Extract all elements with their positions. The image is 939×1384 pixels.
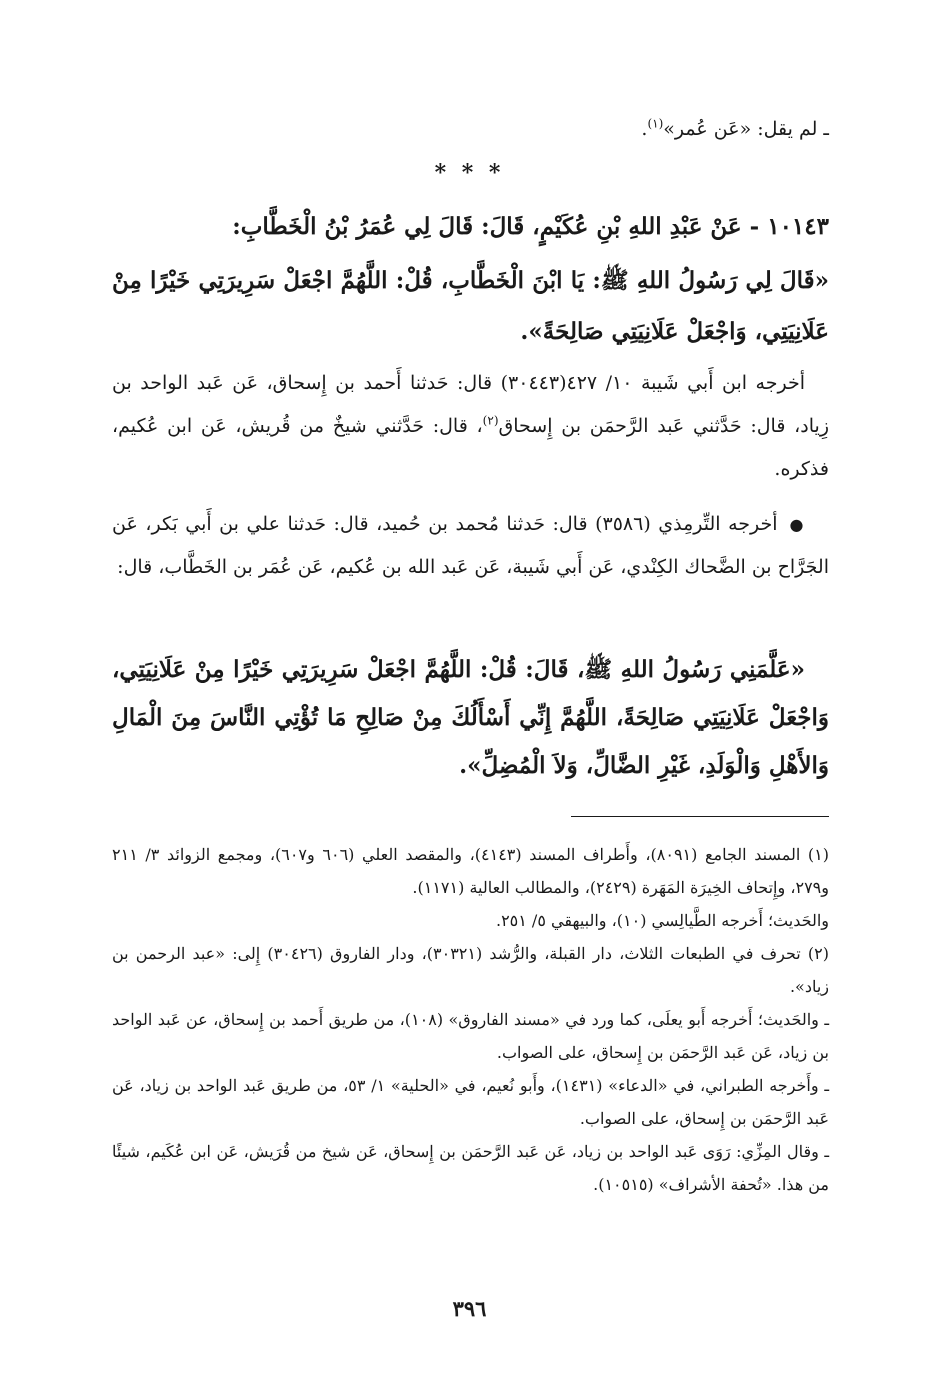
footnote-2-note-1: ـ والحَديث؛ أَخرجه أَبو يعلَى، كما ورد في «مسند الفاروق» (١٠٨)، من طريق أَحمد بن إِسحاق، عن عَبد الواحد بن زياد، عَن عَبد الرَّحمَن بن إِسحاق، على الصواب. [112,1010,830,1062]
takhrij-paragraph-2 [112,503,829,588]
hadith-number-heading: ١٠١٤٣ - عَنْ عَبْدِ اللهِ بْنِ عُكَيْمٍ، قَالَ: قَالَ لِي عُمَرُ بْنُ الْخَطَّابِ: [232,213,829,240]
page-number: ٣٩٦ [452,1296,487,1321]
section-separator-stars: * * * [434,160,505,186]
hadith-text-2: «عَلَّمَنِي رَسُولُ اللهِ ﷺ، قَالَ: قُلْ: اللَّهُمَّ اجْعَلْ سَرِيرَتِي خَيْرًا مِنْ عَلَانِيَتِي، وَاجْعَلْ عَلَانِيَتِي صَالِحَةً، اللَّهُمَّ إِنِّي أَسْأَلُكَ مِنْ صَالِحِ مَا تُؤْتِي النَّاسَ مِنَ الْمَالِ وَالأَهْلِ وَالْوَلَدِ، غَيْرِ الضَّالِّ، وَلاَ الْمُضِلِّ». [112,656,829,779]
footnote-1-cont: والحَديث؛ أَخرجه الطَّيالِسي (١٠)، والبيهقي ٥/ ٢٥١. [495,911,829,930]
footnote-2: (٢) تحرف في الطبعات الثلاث، دار القبلة، والرُّشد (٣٠٣٢١)، ودار الفاروق (٣٠٤٢٦) إِلى: «عبد الرحمن بن زياد». [112,944,829,996]
takhrij-paragraph-1 [112,362,829,491]
footnote-separator [571,816,829,817]
intro-line [112,113,829,145]
footnote-2-note-2: ـ وأَخرجه الطبراني، في «الدعاء» (١٤٣١)، وأَبو نُعيم، في «الحلية» ١/ ٥٣، من طريق عَبد الواحد بن زياد، عَن عَبد الرَّحمَن بن إِسحاق، على الصواب. [112,1076,830,1128]
footnote-ref-1[interactable]: (١) [647,116,664,131]
hadith-text: «قَالَ لِي رَسُولُ اللهِ ﷺ: يَا ابْنَ الْخَطَّابِ، قُلْ: اللَّهُمَّ اجْعَلْ سَرِيرَتِي خَيْرًا مِنْ عَلَانِيَتِي، وَاجْعَلْ عَلَانِيَتِي صَالِحَةً». [112,267,829,345]
intro-text: ـ لم يقل: «عَن عُمر» [663,118,829,140]
footnote-1: (١) المسند الجامع (٨٠٩١)، وأَطراف المسند (٤١٤٣)، والمقصد العلي (٦٠٦ و٦٠٧)، ومجمع الزوائد ٣/ ٢١١ و٢٧٩، وإِتحاف الخِيرَة المَهَرة (٢٤٢٩)، والمطالب العالية (١١٧١). [112,845,830,897]
intro-tail: . [641,118,648,140]
footnote-2-note-3: ـ وقال المِزِّي: رَوَى عَبد الواحد بن زياد، عَن عَبد الرَّحمَن بن إِسحاق، عَن شيخ من قُرَيش، عَن ابن عُكَيم، شيئًا من هذا. «تُحفة الأشراف» (١٠٥١٥). [112,1142,830,1194]
takhrij-1-text-after: ، قال: حَدَّثني شيخٌ من قُريش، عَن ابن عُكيم، فذكره. [112,415,829,480]
footnotes [112,838,829,1201]
bullet-icon: ● [789,515,805,534]
takhrij-2-text: أخرجه التِّرمِذي (٣٥٨٦) قال: حَدثنا مُحمد بن حُميد، قال: حَدثنا علي بن أَبي بَكر، عَن الجَرَّاح بن الضَّحاك الكِنْدي، عَن أَبي شَيبة، عَن عَبد الله بن عُكيم، عَن عُمَر بن الخَطَّاب، قال: [112,513,829,578]
footnote-ref-2[interactable]: (٢) [482,413,499,428]
takhrij-1-text: أخرجه ابن أَبي شَيبة ١٠/ ٤٢٧(٣٠٤٤٣) قال: حَدثنا أَحمد بن إِسحاق، عَن عَبد الواحد بن زِياد، قال: حَدَّثني عَبد الرَّحمَن بن إِسحاق [112,372,829,437]
